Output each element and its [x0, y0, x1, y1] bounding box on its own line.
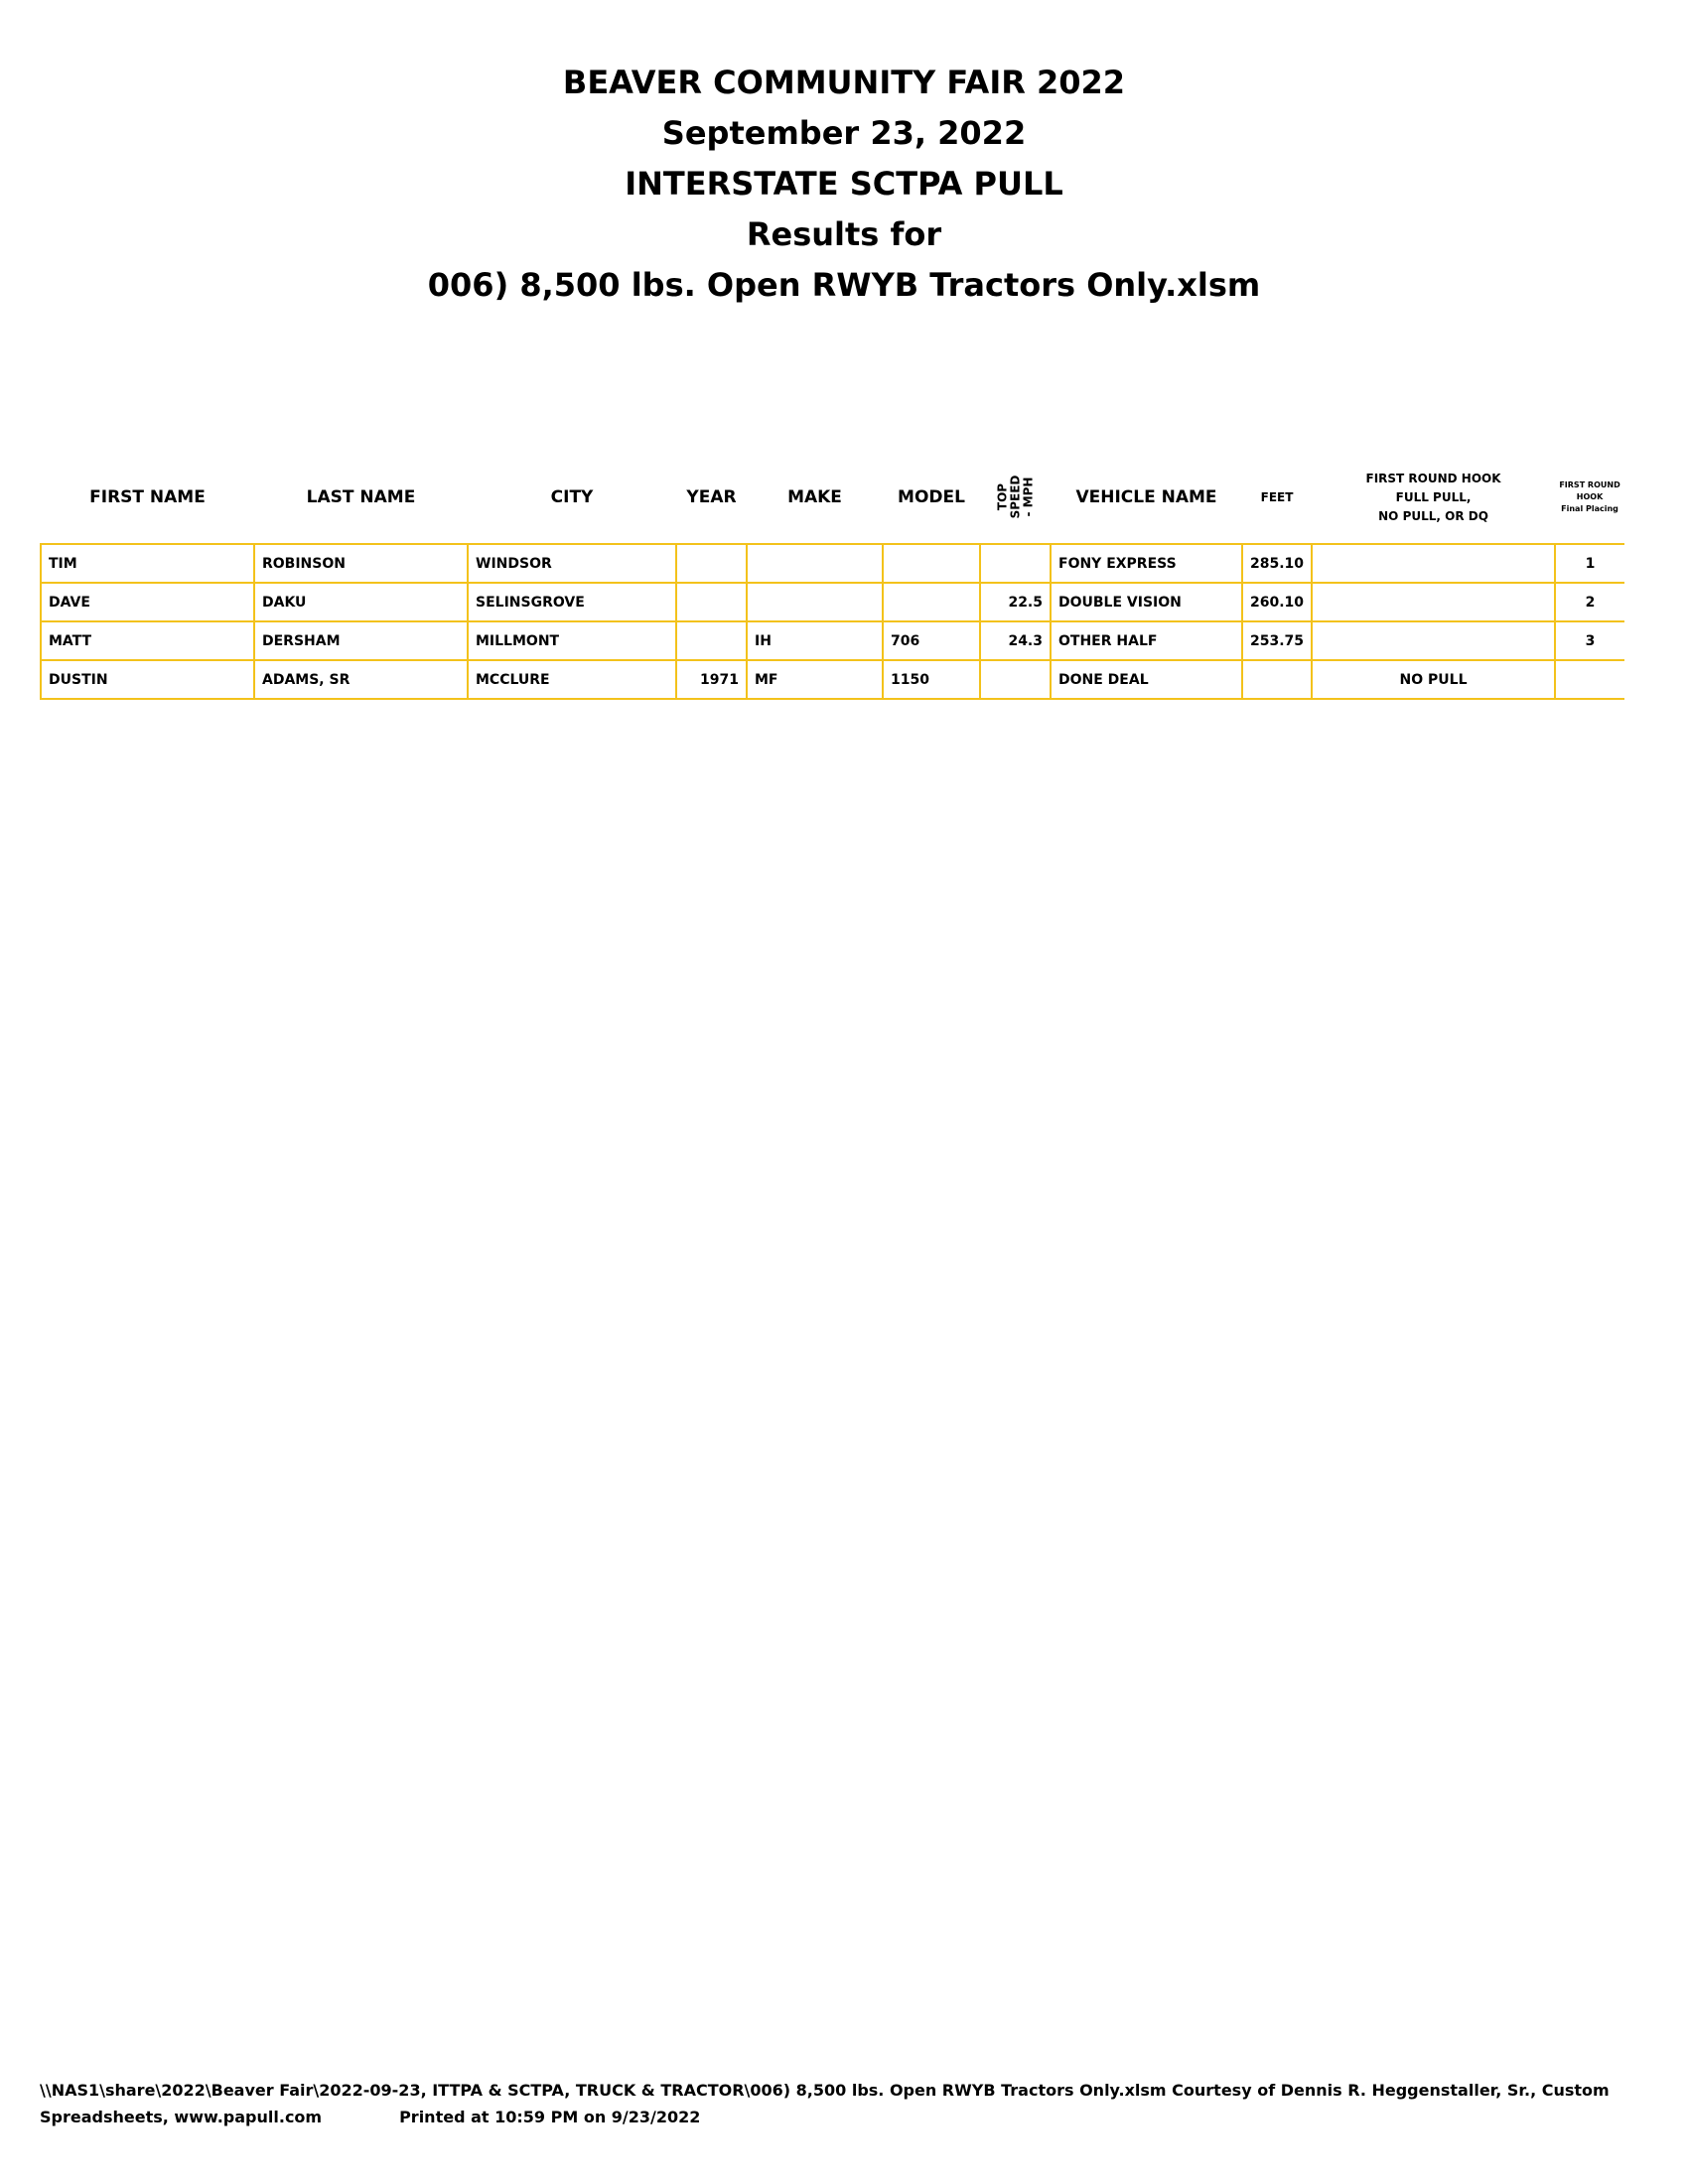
cell-feet: [1242, 660, 1312, 699]
table-row: [41, 544, 1624, 583]
cell-model: 706: [883, 621, 980, 660]
page-footer: [40, 2077, 1658, 2130]
cell-last-name: DERSHAM: [254, 621, 468, 660]
cell-year: [676, 621, 747, 660]
col-make: MAKE: [787, 487, 842, 507]
cell-year: 1971: [676, 660, 747, 699]
cell-vehicle-name: DOUBLE VISION: [1051, 583, 1242, 621]
cell-make: [747, 544, 883, 583]
col-placing-line2: HOOK: [1576, 492, 1604, 501]
cell-top-speed: [980, 660, 1051, 699]
cell-vehicle-name: FONY EXPRESS: [1051, 544, 1242, 583]
col-last-name: LAST NAME: [306, 487, 416, 507]
cell-city: WINDSOR: [468, 544, 676, 583]
col-placing-line3: Final Placing: [1561, 504, 1618, 513]
cell-first-name: TIM: [41, 544, 254, 583]
cell-vehicle-name: OTHER HALF: [1051, 621, 1242, 660]
cell-hook: [1312, 583, 1555, 621]
col-top-speed: [980, 452, 1051, 544]
cell-year: [676, 583, 747, 621]
cell-hook: [1312, 621, 1555, 660]
report-title: BEAVER COMMUNITY FAIR 2022: [562, 64, 1126, 101]
cell-model: [883, 544, 980, 583]
col-city: CITY: [550, 487, 594, 507]
cell-last-name: ROBINSON: [254, 544, 468, 583]
cell-placing: [1555, 660, 1624, 699]
footer-printed: Printed at 10:59 PM on 9/23/2022: [399, 2108, 701, 2126]
col-hook-line2: FULL PULL,: [1395, 489, 1472, 504]
col-vehicle-name: VEHICLE NAME: [1075, 487, 1217, 507]
cell-first-name: DAVE: [41, 583, 254, 621]
cell-first-name: DUSTIN: [41, 660, 254, 699]
col-model: MODEL: [898, 487, 965, 507]
cell-hook: NO PULL: [1312, 660, 1555, 699]
cell-city: SELINSGROVE: [468, 583, 676, 621]
cell-make: [747, 583, 883, 621]
cell-make: MF: [747, 660, 883, 699]
cell-make: IH: [747, 621, 883, 660]
report-event: INTERSTATE SCTPA PULL: [625, 165, 1063, 203]
results-table: [40, 452, 1624, 700]
report-results-for: Results for: [746, 215, 942, 253]
col-top-speed-line3: - MPH: [1020, 477, 1035, 516]
cell-first-name: MATT: [41, 621, 254, 660]
table-row: [41, 621, 1624, 660]
col-hook-line1: FIRST ROUND HOOK: [1365, 471, 1501, 485]
cell-top-speed: 22.5: [980, 583, 1051, 621]
table-row: [41, 583, 1624, 621]
col-feet: FEET: [1260, 490, 1294, 504]
cell-model: [883, 583, 980, 621]
cell-hook: [1312, 544, 1555, 583]
cell-year: [676, 544, 747, 583]
col-top-speed-line1: TOP: [994, 482, 1009, 510]
col-placing-line1: FIRST ROUND: [1559, 480, 1620, 489]
table-row: [41, 660, 1624, 699]
cell-vehicle-name: DONE DEAL: [1051, 660, 1242, 699]
cell-placing: 3: [1555, 621, 1624, 660]
col-hook-line3: NO PULL, OR DQ: [1378, 508, 1488, 523]
col-first-name: FIRST NAME: [89, 487, 206, 507]
cell-city: MILLMONT: [468, 621, 676, 660]
cell-city: MCCLURE: [468, 660, 676, 699]
footer-path: \\NAS1\share\2022\Beaver Fair\2022-09-23, ITTPA & SCTPA, TRUCK & TRACTOR\006) 8,500 lbs. Open RWYB Tractors Only.xlsm Courtesy of Dennis R. Heggenstaller, Sr., Custom Spreadsheets, www.papull.com: [40, 2081, 1610, 2126]
cell-top-speed: 24.3: [980, 621, 1051, 660]
col-top-speed-line2: SPEED: [1007, 475, 1022, 518]
cell-feet: 253.75: [1242, 621, 1312, 660]
col-final-placing: [1555, 452, 1624, 544]
cell-placing: 1: [1555, 544, 1624, 583]
report-header: [0, 58, 1688, 311]
col-first-round-hook: [1312, 452, 1555, 544]
report-class: 006) 8,500 lbs. Open RWYB Tractors Only.xlsm: [427, 266, 1261, 304]
cell-model: 1150: [883, 660, 980, 699]
header-row: [41, 452, 1624, 544]
cell-feet: 285.10: [1242, 544, 1312, 583]
report-date: September 23, 2022: [661, 114, 1027, 152]
cell-last-name: ADAMS, SR: [254, 660, 468, 699]
cell-feet: 260.10: [1242, 583, 1312, 621]
cell-placing: 2: [1555, 583, 1624, 621]
col-year: YEAR: [686, 487, 737, 507]
cell-top-speed: [980, 544, 1051, 583]
cell-last-name: DAKU: [254, 583, 468, 621]
